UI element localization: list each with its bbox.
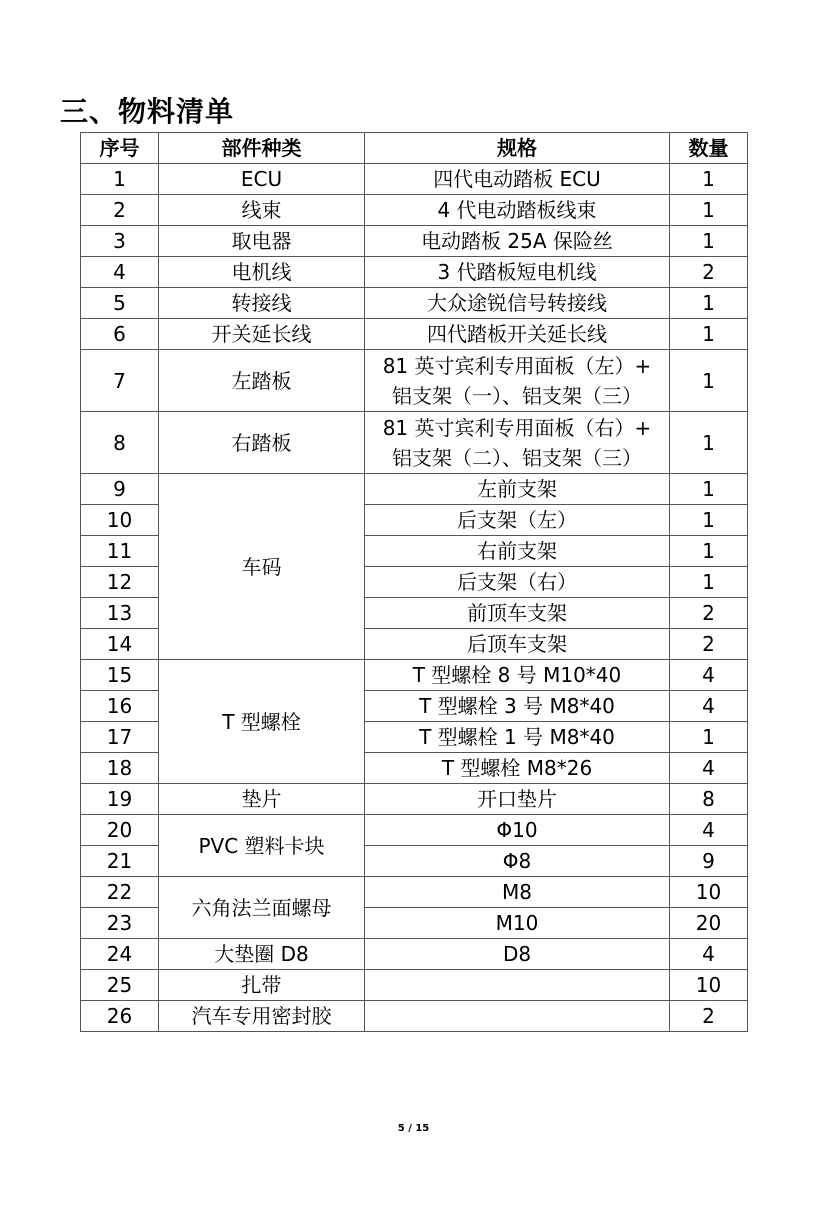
- row-no: 23: [81, 908, 159, 939]
- row-no: 6: [81, 319, 159, 350]
- row-no: 18: [81, 753, 159, 784]
- row-category: 六角法兰面螺母: [159, 877, 365, 939]
- row-spec: [365, 350, 670, 412]
- row-no: 5: [81, 288, 159, 319]
- row-spec: [365, 1001, 670, 1032]
- row-no: 4: [81, 257, 159, 288]
- page-number: 5 / 15: [397, 1123, 430, 1134]
- table-row: [81, 660, 748, 691]
- row-qty: 4: [670, 691, 748, 722]
- table-row: [81, 226, 748, 257]
- row-category: ECU: [159, 164, 365, 195]
- row-no: 24: [81, 939, 159, 970]
- row-qty: 8: [670, 784, 748, 815]
- header-spec: 规格: [365, 133, 670, 164]
- row-spec: [365, 970, 670, 1001]
- row-spec: Φ10: [365, 815, 670, 846]
- row-category: 转接线: [159, 288, 365, 319]
- row-no: 11: [81, 536, 159, 567]
- row-qty: 4: [670, 753, 748, 784]
- row-category: 车码: [159, 474, 365, 660]
- row-no: 26: [81, 1001, 159, 1032]
- row-no: 1: [81, 164, 159, 195]
- row-no: 14: [81, 629, 159, 660]
- row-qty: 1: [670, 319, 748, 350]
- row-category: 扎带: [159, 970, 365, 1001]
- row-spec: 4 代电动踏板线束: [365, 195, 670, 226]
- spec-line: 铝支架（一）、铝支架（三）: [392, 383, 642, 408]
- row-no: 21: [81, 846, 159, 877]
- row-qty: 1: [670, 195, 748, 226]
- row-category: 汽车专用密封胶: [159, 1001, 365, 1032]
- spec-line: 81 英寸宾利专用面板（左）+: [382, 353, 652, 378]
- row-spec: 四代电动踏板 ECU: [365, 164, 670, 195]
- spec-line: 铝支架（二）、铝支架（三）: [392, 445, 642, 470]
- row-qty: 1: [670, 288, 748, 319]
- table-row: [81, 815, 748, 846]
- row-qty: 1: [670, 474, 748, 505]
- row-qty: 9: [670, 846, 748, 877]
- row-no: 16: [81, 691, 159, 722]
- row-spec: 大众途锐信号转接线: [365, 288, 670, 319]
- row-category: 大垫圈 D8: [159, 939, 365, 970]
- row-spec: 开口垫片: [365, 784, 670, 815]
- row-spec: T 型螺栓 3 号 M8*40: [365, 691, 670, 722]
- row-category: 右踏板: [159, 412, 365, 474]
- row-no: 7: [81, 350, 159, 412]
- row-spec: M10: [365, 908, 670, 939]
- row-spec: D8: [365, 939, 670, 970]
- table-row: [81, 319, 748, 350]
- row-spec: 后支架（左）: [365, 505, 670, 536]
- row-spec: T 型螺栓 M8*26: [365, 753, 670, 784]
- row-spec: T 型螺栓 1 号 M8*40: [365, 722, 670, 753]
- row-no: 20: [81, 815, 159, 846]
- table-row: [81, 970, 748, 1001]
- row-no: 17: [81, 722, 159, 753]
- row-qty: 2: [670, 257, 748, 288]
- row-no: 13: [81, 598, 159, 629]
- row-spec: 电动踏板 25A 保险丝: [365, 226, 670, 257]
- row-category: T 型螺栓: [159, 660, 365, 784]
- row-spec: Φ8: [365, 846, 670, 877]
- row-no: 22: [81, 877, 159, 908]
- row-qty: 4: [670, 815, 748, 846]
- table-row: [81, 1001, 748, 1032]
- table-row: [81, 784, 748, 815]
- row-no: 12: [81, 567, 159, 598]
- table-row: [81, 164, 748, 195]
- row-qty: 1: [670, 536, 748, 567]
- row-spec: M8: [365, 877, 670, 908]
- row-spec: 前顶车支架: [365, 598, 670, 629]
- table-header-row: [81, 133, 748, 164]
- row-qty: 1: [670, 567, 748, 598]
- row-qty: 1: [670, 350, 748, 412]
- row-spec: 四代踏板开关延长线: [365, 319, 670, 350]
- header-category: 部件种类: [159, 133, 365, 164]
- row-qty: 2: [670, 1001, 748, 1032]
- row-no: 19: [81, 784, 159, 815]
- row-category: 开关延长线: [159, 319, 365, 350]
- row-spec: 3 代踏板短电机线: [365, 257, 670, 288]
- row-no: 25: [81, 970, 159, 1001]
- table-row: [81, 412, 748, 474]
- row-spec: 后顶车支架: [365, 629, 670, 660]
- row-qty: 10: [670, 970, 748, 1001]
- row-qty: 1: [670, 722, 748, 753]
- table-row: [81, 939, 748, 970]
- section-title: 三、物料清单: [60, 95, 235, 128]
- row-no: 2: [81, 195, 159, 226]
- row-qty: 1: [670, 412, 748, 474]
- row-qty: 4: [670, 939, 748, 970]
- row-qty: 1: [670, 505, 748, 536]
- row-qty: 4: [670, 660, 748, 691]
- table-row: [81, 257, 748, 288]
- row-no: 8: [81, 412, 159, 474]
- table-row: [81, 474, 748, 505]
- row-category: 电机线: [159, 257, 365, 288]
- row-qty: 1: [670, 164, 748, 195]
- row-qty: 2: [670, 598, 748, 629]
- row-spec: T 型螺栓 8 号 M10*40: [365, 660, 670, 691]
- row-category: 左踏板: [159, 350, 365, 412]
- row-category: 线束: [159, 195, 365, 226]
- row-qty: 20: [670, 908, 748, 939]
- table-row: [81, 350, 748, 412]
- table-row: [81, 288, 748, 319]
- spec-line: 81 英寸宾利专用面板（右）+: [382, 415, 652, 440]
- row-qty: 1: [670, 226, 748, 257]
- row-qty: 10: [670, 877, 748, 908]
- header-qty: 数量: [670, 133, 748, 164]
- row-category: 取电器: [159, 226, 365, 257]
- row-spec: 左前支架: [365, 474, 670, 505]
- row-qty: 2: [670, 629, 748, 660]
- row-spec: 右前支架: [365, 536, 670, 567]
- table-row: [81, 877, 748, 908]
- row-spec: [365, 412, 670, 474]
- row-no: 15: [81, 660, 159, 691]
- row-spec: 后支架（右）: [365, 567, 670, 598]
- row-no: 10: [81, 505, 159, 536]
- table-row: [81, 195, 748, 226]
- header-no: 序号: [81, 133, 159, 164]
- bill-of-materials-table: [80, 132, 748, 1032]
- row-category: PVC 塑料卡块: [159, 815, 365, 877]
- row-category: 垫片: [159, 784, 365, 815]
- row-no: 9: [81, 474, 159, 505]
- row-no: 3: [81, 226, 159, 257]
